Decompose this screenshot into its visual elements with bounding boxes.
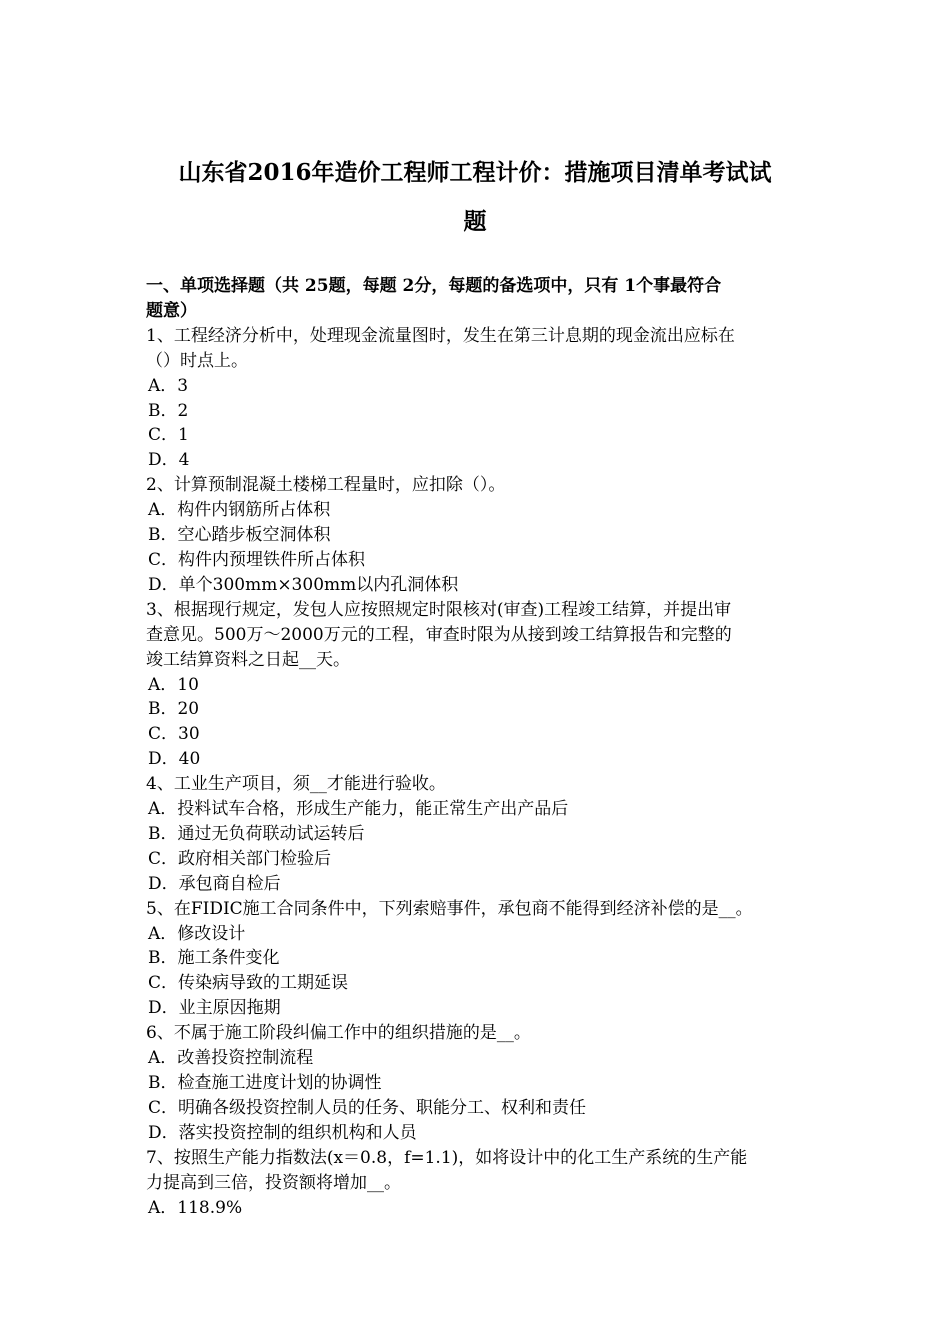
answer-option: A．10 (148, 674, 199, 695)
question-text-line: 5、在FIDIC施工合同条件中，下列索赔事件，承包商不能得到经济补偿的是__。 (146, 898, 753, 919)
question-text-line: 3、根据现行规定，发包人应按照规定时限核对(审查)工程竣工结算，并提出审 (146, 599, 732, 620)
answer-option: C．传染病导致的工期延误 (148, 973, 349, 994)
question-text-line: 1、工程经济分析中，处理现金流量图时，发生在第三计息期的现金流出应标在 (146, 325, 735, 346)
section-heading-continued: 题意） (146, 300, 197, 321)
question-1 (146, 324, 816, 473)
question-text-line: 2、计算预制混凝土楼梯工程量时，应扣除（）。 (146, 475, 506, 496)
question-3 (146, 598, 816, 772)
answer-option: D．4 (148, 450, 190, 471)
answer-option: A．投料试车合格，形成生产能力，能正常生产出产品后 (148, 799, 569, 820)
document-title-line-2: 题 (463, 208, 487, 235)
answer-option: C．政府相关部门检验后 (148, 848, 332, 869)
answer-option: C．30 (148, 724, 200, 745)
question-text-line: 力提高到三倍，投资额将增加__。 (146, 1172, 401, 1193)
question-text-line: 6、不属于施工阶段纠偏工作中的组织措施的是__。 (146, 1023, 531, 1044)
answer-option: B．20 (148, 699, 200, 720)
answer-option: A．118.9% (148, 1197, 243, 1218)
question-2 (146, 473, 816, 598)
answer-option: B．检查施工进度计划的协调性 (148, 1073, 382, 1093)
question-text-line: 7、按照生产能力指数法(x＝0.8，f=1.1)，如将设计中的化工生产系统的生产能 (146, 1147, 748, 1168)
answer-option: D．承包商自检后 (148, 873, 281, 894)
answer-option: A．改善投资控制流程 (148, 1048, 314, 1069)
question-text-line: 查意见。500万～2000万元的工程，审查时限为从接到竣工结算报告和完整的 (146, 624, 732, 645)
question-text-line: 4、工业生产项目，须__才能进行验收。 (146, 774, 446, 795)
question-list (146, 324, 816, 1221)
answer-option: D．单个300mm×300mm以内孔洞体积 (148, 574, 459, 595)
answer-option: D．业主原因拖期 (148, 998, 281, 1019)
answer-option: D．落实投资控制的组织机构和人员 (148, 1122, 417, 1143)
answer-option: C．明确各级投资控制人员的任务、职能分工、权利和责任 (148, 1097, 587, 1118)
answer-option: A．构件内钢筋所占体积 (148, 500, 331, 521)
answer-option: B．通过无负荷联动试运转后 (148, 823, 365, 844)
question-text-line: 竣工结算资料之日起__天。 (146, 649, 350, 670)
answer-option: C．构件内预埋铁件所占体积 (148, 549, 366, 570)
document-title-line-1: 山东省2016年造价工程师工程计价：措施项目清单考试试 (178, 159, 772, 186)
section-heading: 一、单项选择题（共 25题，每题 2分，每题的备选项中，只有 1个事最符合 (146, 276, 722, 296)
answer-option: C．1 (148, 425, 189, 446)
answer-option: A．修改设计 (148, 923, 246, 944)
document-body (146, 274, 816, 1220)
question-6 (146, 1021, 816, 1146)
question-5 (146, 897, 816, 1022)
answer-option: B．施工条件变化 (148, 948, 280, 969)
question-7 (146, 1146, 816, 1221)
answer-option: A．3 (148, 375, 189, 396)
answer-option: B．空心踏步板空洞体积 (148, 525, 331, 546)
question-text-line: （）时点上。 (146, 350, 248, 371)
question-4 (146, 772, 816, 897)
answer-option: B．2 (148, 400, 189, 421)
answer-option: D．40 (148, 749, 201, 770)
